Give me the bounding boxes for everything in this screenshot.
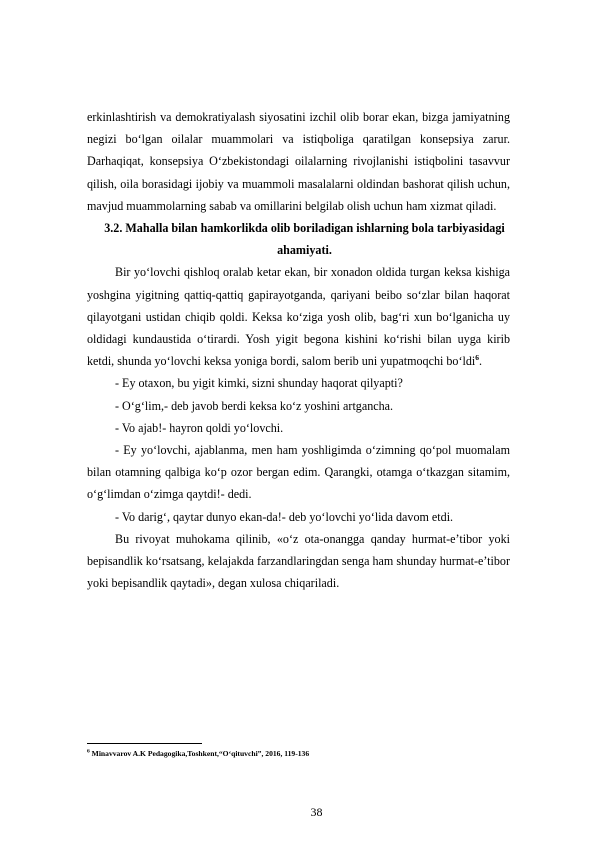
paragraph-2 [87, 261, 510, 372]
paragraph-5: - Vo ajab!- hayron qoldi yo‘lovchi. [115, 420, 284, 435]
section-heading: 3.2. Mahalla bilan hamkorlikda olib boriladigan ishlarning bola tarbiyasidagi ahamiyati. [104, 221, 505, 258]
footnote [87, 749, 510, 759]
paragraph-1: erkinlashtirish va demokratiyalash siyosatini izchil olib borar ekan, bizga jamiyatning negizi bo‘lgan oilalar muammolari va istiqboliga qaratilgan konsepsiya zarur. Darhaqiqat, konsepsiya O‘zbekistondagi oilalarning rivojlanishi istiqbolini tasavvur qilish, oila borasidagi ijobiy va muammoli masalalarni oldindan bashorat qilish uchun, mavjud muammolarning sabab va omillarini belgilab olish uchun ham xizmat qiladi. [87, 110, 510, 213]
footnote-mark: 6 [87, 748, 90, 755]
paragraph-2-end: . [479, 354, 483, 369]
footnote-divider [87, 743, 202, 744]
footnote-reference[interactable]: 6 [475, 353, 480, 363]
footnote-text: Minavvarov A.K Pedagogika,Toshkent,“O‘qituvchi”, 2016, 119-136 [89, 749, 310, 758]
page-number: 38 [310, 805, 323, 819]
paragraph-6: - Ey yo‘lovchi, ajablanma, men ham yoshligimda o‘zimning qo‘pol muomalam bilan otamning qalbiga ko‘p ozor bergan edim. Qarangki, otamga o‘tkazgan sitamim, o‘g‘limdan o‘zimga qaytdi!- dedi. [87, 443, 510, 502]
paragraph-3: - Ey otaxon, bu yigit kimki, sizni shunday haqorat qilyapti? [115, 376, 403, 391]
paragraph-4: - O‘g‘lim,- deb javob berdi keksa ko‘z yoshini artgancha. [115, 398, 394, 413]
paragraph-2-text: Bir yo‘lovchi qishloq oralab ketar ekan, bir xonadon oldida turgan keksa kishiga yoshgina yigitning qattiq-qattiq gapirayotganda, qariyani beibo so‘zlar bilan haqorat qilayotgani ustidan chiqib qoldi. Keksa ko‘ziga yosh olib, bag‘ri xun bo‘lganicha uy oldidagi kundaustida o‘tirardi. Yosh yigit begona kishini ko‘rishi bilan uyga kirib ketdi, shunda yo‘lovchi keksa yoniga bordi, salom berib uni yupatmoqchi bo‘ldi [87, 265, 510, 369]
paragraph-8: Bu rivoyat muhokama qilinib, «o‘z ota-onangga qanday hurmat-e’tibor yoki bepisandlik ko‘rsatsang, kelajakda farzandlaringdan senga ham shunday hurmat-e’tibor yoki bepisandlik qaytadi», degan xulosa chiqariladi. [87, 531, 510, 591]
body-text [87, 106, 510, 594]
paragraph-7: - Vo darig‘, qaytar dunyo ekan-da!- deb yo‘lovchi yo‘lida davom etdi. [115, 509, 454, 524]
